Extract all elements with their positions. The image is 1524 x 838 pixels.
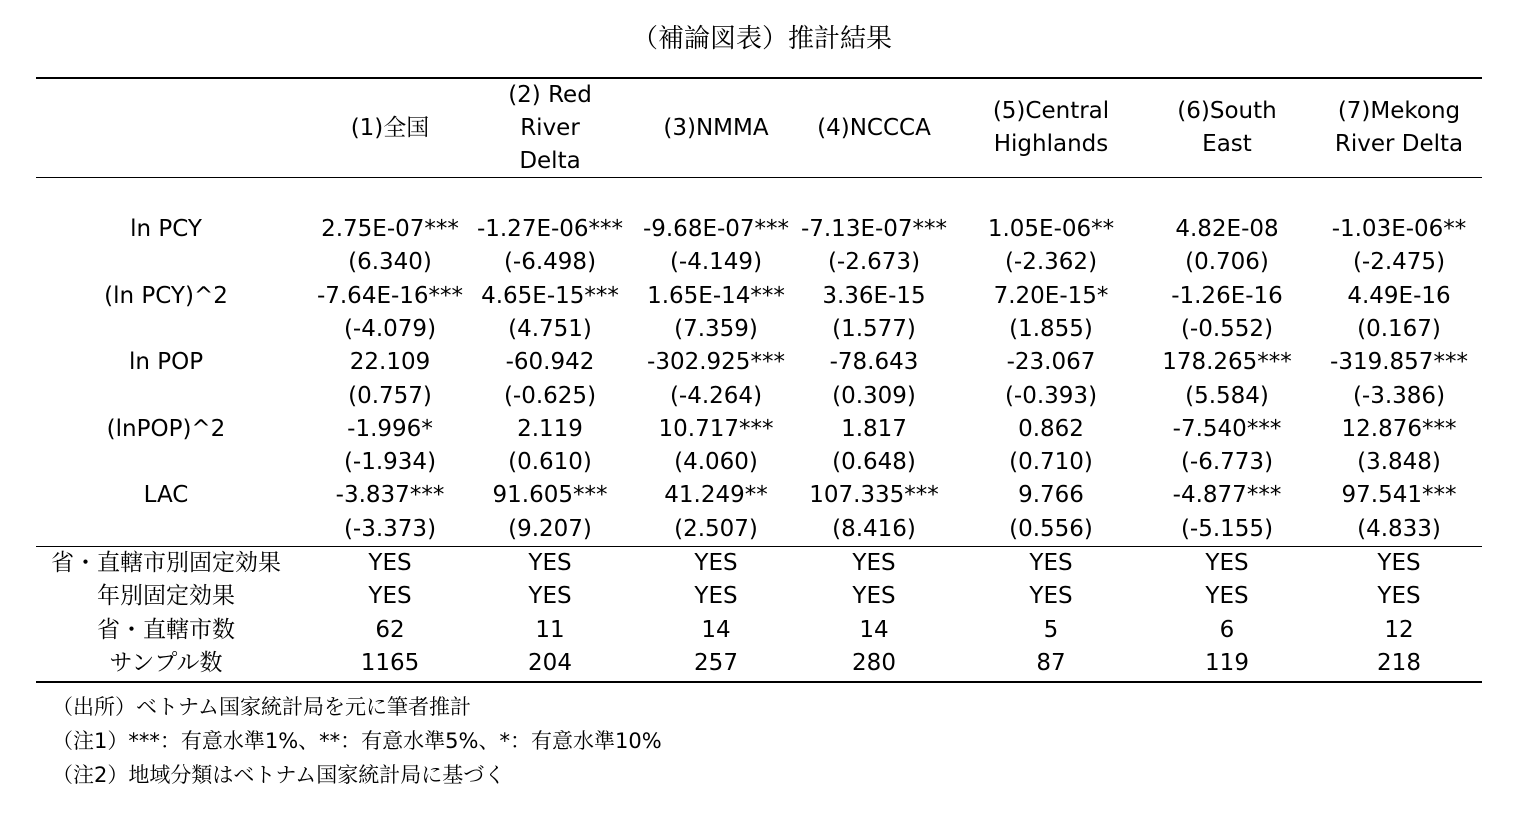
table-cell: (1.855) (1009, 315, 1093, 342)
table-cell: 1165 (360, 649, 420, 676)
table-cell: YES (368, 550, 412, 576)
table-cell: 1.05E-06** (987, 216, 1115, 242)
table-cell: -319.857*** (1330, 349, 1468, 376)
row-label (40, 446, 292, 479)
table-cell: (7.359) (674, 315, 758, 342)
column-header-line: (1)全国 (350, 114, 430, 141)
table-cell: (-3.386) (1352, 382, 1446, 409)
table-cell: -1.26E-16 (1171, 282, 1283, 309)
column-header-text (351, 112, 430, 145)
table-cell: YES (1029, 583, 1073, 610)
table-row (0, 213, 1524, 246)
table-cell: (4.833) (1357, 515, 1441, 542)
row-label: 省・直轄市数 (97, 616, 235, 643)
table-cell: (2.507) (674, 515, 758, 542)
row-label: ln PCY (130, 216, 202, 242)
table-row (0, 413, 1524, 446)
column-header-5 (962, 80, 1140, 176)
table-cell: (-0.625) (503, 382, 597, 409)
table-row (0, 280, 1524, 313)
table-cell: 1.65E-14*** (647, 282, 785, 309)
table-row (0, 647, 1524, 680)
table-cell: 4.82E-08 (1175, 216, 1279, 242)
table-cell: 97.541*** (1341, 482, 1457, 509)
table-cell: (-4.079) (343, 315, 437, 342)
table-cell: 14 (859, 616, 889, 643)
table-cell: 280 (852, 649, 896, 676)
column-header-line: Delta (519, 147, 581, 174)
table-cell: 10.717*** (658, 415, 774, 442)
table-cell: 204 (528, 649, 572, 676)
table-cell: (3.848) (1357, 449, 1441, 476)
table-cell: (0.706) (1185, 249, 1269, 276)
column-header-text (993, 95, 1109, 161)
table-cell: 119 (1205, 649, 1249, 676)
table-cell: (-1.934) (343, 449, 437, 476)
table-cell: 12.876*** (1341, 415, 1457, 442)
note-2: （注2）地域分類はベトナム国家統計局に基づく (52, 763, 506, 787)
table-cell: (-4.149) (669, 249, 763, 276)
table-row (0, 580, 1524, 613)
table-cell: -302.925*** (647, 349, 785, 376)
table-cell: (0.710) (1009, 449, 1093, 476)
table-cell: (0.167) (1357, 315, 1441, 342)
table-cell: YES (1029, 550, 1073, 576)
table-cell: YES (528, 583, 572, 610)
table-cell: -1.27E-06*** (476, 216, 624, 242)
column-header-2 (470, 80, 630, 176)
table-row (0, 446, 1524, 479)
column-header-text (1335, 95, 1463, 161)
column-header-1 (296, 80, 484, 176)
table-cell: -9.68E-07*** (642, 216, 790, 242)
row-label (40, 313, 292, 346)
table-cell: 2.75E-07*** (321, 216, 459, 242)
table-cell: YES (1377, 550, 1421, 576)
table-cell: (-2.362) (1004, 249, 1098, 276)
table-cell: (-6.773) (1180, 449, 1274, 476)
table-cell: 2.119 (517, 415, 583, 442)
table-cell: (4.060) (674, 449, 758, 476)
table-cell: -7.13E-07*** (800, 216, 948, 242)
table-row (0, 479, 1524, 512)
table-cell: 91.605*** (492, 482, 608, 509)
table-cell: YES (368, 583, 412, 610)
table-cell: -1.996* (347, 415, 433, 442)
table-cell: 87 (1036, 649, 1066, 676)
table-cell: 257 (694, 649, 738, 676)
table-cell: -1.03E-06** (1331, 216, 1467, 242)
table-cell: (4.751) (508, 315, 592, 342)
table-cell: 4.65E-15*** (481, 282, 619, 309)
table-cell: -78.643 (829, 349, 919, 376)
table-cell: 11 (535, 616, 565, 643)
table-cell: YES (1205, 550, 1249, 576)
row-label (40, 246, 292, 279)
table-cell: 7.20E-15* (993, 282, 1109, 309)
row-label: ln POP (128, 349, 204, 376)
table-row (0, 246, 1524, 279)
row-label: サンプル数 (109, 649, 223, 676)
table-cell: (0.757) (348, 382, 432, 409)
row-label: 省・直轄市別固定効果 (51, 550, 281, 576)
table-cell: (-6.498) (503, 249, 597, 276)
column-header-line: River Delta (1334, 131, 1464, 157)
table-cell: 14 (701, 616, 731, 643)
table-cell: (-4.264) (669, 382, 763, 409)
column-header-line: (6)South (1177, 98, 1277, 124)
column-header-text (508, 79, 592, 178)
note-1: （注1）***：有意水準1%、**：有意水準5%、*：有意水準10% (52, 729, 662, 753)
column-header-3 (634, 80, 798, 176)
table-cell: (-5.155) (1180, 515, 1274, 542)
row-label: (ln PCY)^2 (104, 282, 228, 309)
table-cell: YES (1377, 583, 1421, 610)
table-cell: (-2.673) (827, 249, 921, 276)
table-cell: -60.942 (505, 349, 595, 376)
table-cell: (-0.552) (1180, 315, 1274, 342)
table-cell: (0.610) (508, 449, 592, 476)
row-label: (lnPOP)^2 (106, 415, 226, 442)
column-header-text (817, 112, 931, 145)
column-header-line: (7)Mekong (1337, 98, 1461, 124)
table-cell: 12 (1384, 616, 1414, 643)
row-label (40, 513, 292, 546)
table-cell: 107.335*** (809, 482, 939, 509)
table-cell: YES (694, 550, 738, 576)
top-rule (36, 77, 1482, 79)
bottom-rule (36, 681, 1482, 683)
column-header-text (663, 112, 768, 145)
table-cell: YES (694, 583, 738, 610)
table-cell: (-2.475) (1352, 249, 1446, 276)
column-header-line: (5)Central (992, 98, 1110, 124)
column-header-line: (4)NCCCA (817, 114, 931, 141)
column-header-line: Highlands (993, 131, 1109, 157)
table-cell: YES (1205, 583, 1249, 610)
table-cell: (1.577) (832, 315, 916, 342)
table-cell: 5 (1043, 616, 1059, 643)
table-cell: 22.109 (349, 349, 431, 376)
column-header-6 (1144, 80, 1310, 176)
header-rule (36, 177, 1482, 178)
table-cell: (-3.373) (343, 515, 437, 542)
table-cell: -3.837*** (335, 482, 445, 509)
table-cell: (0.648) (832, 449, 916, 476)
table-cell: 0.862 (1018, 415, 1084, 442)
table-cell: 62 (375, 616, 405, 643)
row-label (40, 380, 292, 413)
table-row (0, 380, 1524, 413)
column-header-line: (3)NMMA (663, 114, 769, 141)
table-cell: (5.584) (1185, 382, 1269, 409)
table-cell: 6 (1219, 616, 1235, 643)
table-row (0, 547, 1524, 580)
table-cell: (-0.393) (1004, 382, 1098, 409)
table-cell: YES (852, 583, 896, 610)
column-header-line: East (1202, 131, 1252, 157)
note-source: （出所）ベトナム国家統計局を元に筆者推計 (52, 695, 471, 719)
table-cell: 41.249** (664, 482, 768, 509)
row-label: LAC (143, 482, 189, 509)
table-cell: (0.309) (832, 382, 916, 409)
table-cell: (0.556) (1009, 515, 1093, 542)
table-cell: (9.207) (508, 515, 592, 542)
table-cell: 9.766 (1018, 482, 1084, 509)
table-cell: -23.067 (1006, 349, 1096, 376)
table-cell: 3.36E-15 (822, 282, 926, 309)
table-cell: (6.340) (348, 249, 432, 276)
column-header-text (1177, 95, 1276, 161)
column-header-4 (794, 80, 954, 176)
table-row (0, 313, 1524, 346)
column-header-7 (1316, 80, 1482, 176)
table-cell: -7.540*** (1172, 415, 1282, 442)
column-header-line: (2) Red (508, 81, 592, 108)
table-row (0, 513, 1524, 546)
column-header-line: River (520, 114, 580, 141)
table-cell: 178.265*** (1162, 349, 1292, 376)
table-cell: (8.416) (832, 515, 916, 542)
row-label: 年別固定効果 (97, 583, 235, 610)
table-cell: -7.64E-16*** (316, 282, 464, 309)
table-title: （補論図表）推計結果 (631, 24, 892, 54)
table-cell: -4.877*** (1172, 482, 1282, 509)
table-row (0, 614, 1524, 647)
table-cell: 4.49E-16 (1347, 282, 1451, 309)
table-cell: 1.817 (841, 415, 907, 442)
table-cell: YES (852, 550, 896, 576)
table-cell: 218 (1377, 649, 1421, 676)
table-row (0, 346, 1524, 379)
table-cell: YES (528, 550, 572, 576)
